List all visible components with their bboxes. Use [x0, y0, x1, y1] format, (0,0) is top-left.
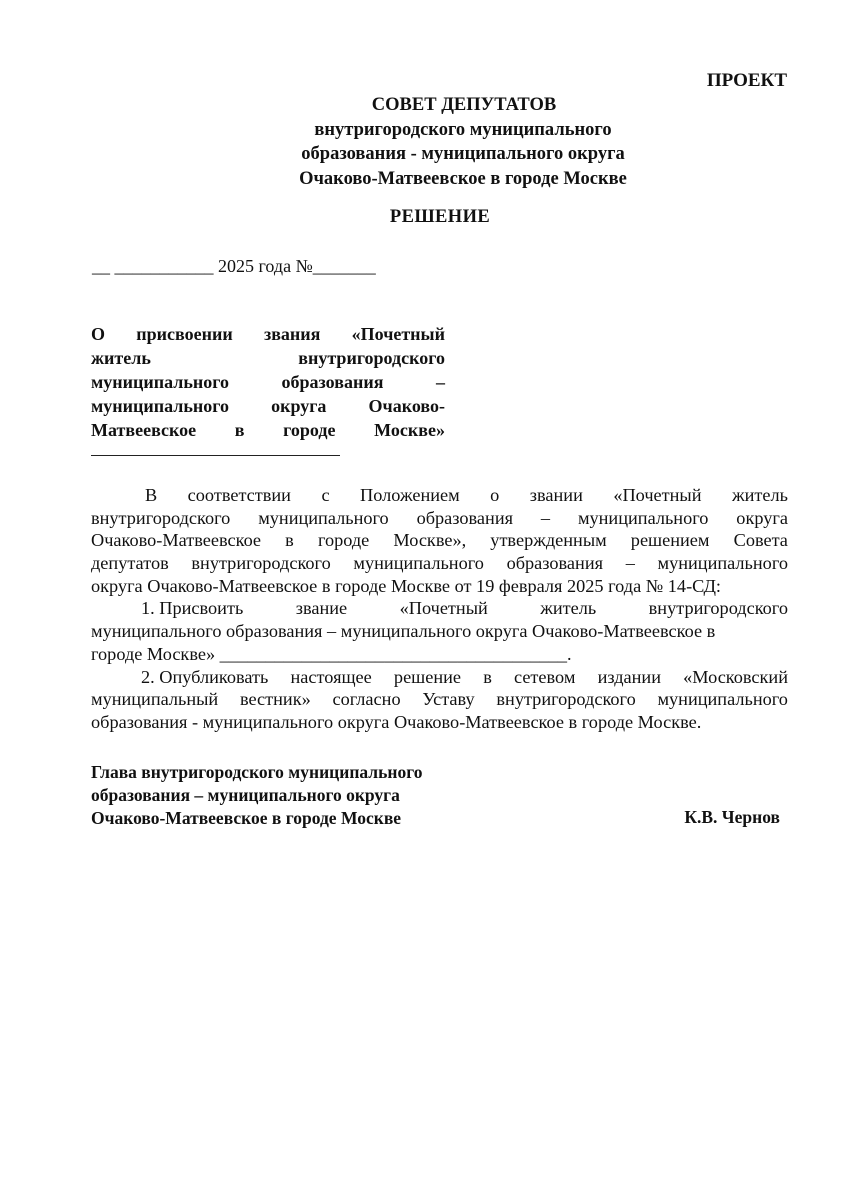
preamble-line-2	[91, 507, 788, 530]
body-word: образования	[416, 507, 514, 528]
body-word: в	[285, 530, 294, 551]
signature-title-line-3: Очаково-Матвеевское в городе Москве	[91, 808, 402, 828]
body-text-line: городе Москве» ______________________________________.	[91, 643, 572, 664]
body-word: соответствии	[187, 485, 291, 505]
body-word: внутригородского	[191, 553, 331, 574]
date-number-line: __ ___________ 2025 года №_______	[92, 256, 376, 276]
body-word: образования	[506, 553, 604, 574]
body-word: внутригородского	[496, 689, 636, 710]
body-word: издании	[597, 666, 662, 687]
item-1-line-3	[91, 643, 788, 666]
body-word: 2. Опубликовать	[141, 666, 269, 687]
item-2-line-1	[91, 666, 788, 689]
body-text-line: муниципального образования – муниципального округа Очаково-Матвеевское в	[91, 621, 716, 642]
subject-word: звания	[263, 324, 321, 344]
body-word: о	[490, 485, 500, 505]
subject-line-2	[91, 346, 445, 370]
body-word: –	[625, 553, 635, 574]
draft-label: ПРОЕКТ	[706, 70, 787, 91]
council-line-2: внутригородского муниципального	[314, 119, 612, 140]
body-word: муниципальный	[91, 689, 219, 710]
subject-word: Очаково-	[368, 396, 445, 416]
subject-word: городе	[283, 420, 336, 440]
body-word: В	[145, 485, 158, 505]
body-text-line: округа Очаково-Матвеевское в городе Москве от 19 февраля 2025 года № 14-СД:	[91, 575, 721, 596]
subject-word: внутригородского	[298, 348, 445, 368]
body-word: звание	[295, 598, 348, 619]
body-word: житель	[540, 598, 597, 619]
item-2-line-3	[91, 711, 788, 734]
item-1-line-1	[91, 597, 788, 620]
body-word: округа	[736, 507, 788, 528]
item-1-line-2	[91, 620, 788, 643]
signature-title-line-1: Глава внутригородского муниципального	[91, 762, 423, 782]
body-word: звании	[529, 485, 583, 505]
subject-word: –	[436, 372, 445, 392]
signature-title-line-2: образования – муниципального округа	[91, 785, 400, 805]
body-word: городе	[317, 530, 370, 551]
body-word: сетевом	[513, 666, 576, 687]
council-header	[0, 93, 848, 191]
subject-word: Матвеевское	[91, 420, 197, 440]
preamble-line-5	[91, 575, 788, 598]
subject-line-3	[91, 370, 445, 394]
body-word: депутатов	[91, 553, 169, 574]
subject-word: муниципального	[91, 396, 229, 416]
body-word: «Московский	[683, 666, 788, 687]
body-word: –	[540, 507, 551, 528]
preamble-line-1	[91, 484, 788, 507]
decision-title: РЕШЕНИЕ	[389, 207, 491, 227]
body-word: Положением	[360, 485, 460, 505]
subject-line-5	[91, 418, 445, 442]
subject-word: в	[234, 420, 245, 440]
preamble-line-3	[91, 529, 788, 552]
subject-word: округа	[271, 396, 327, 416]
decision-body	[91, 484, 788, 734]
body-word: настоящее	[290, 666, 372, 687]
subject-word: образования	[281, 372, 384, 392]
body-word: житель	[731, 485, 788, 505]
body-word: муниципального	[657, 689, 788, 710]
preamble-line-4	[91, 552, 788, 575]
body-word: «Почетный	[613, 485, 702, 505]
body-word: Совета	[733, 530, 788, 551]
body-word: Уставу	[422, 689, 475, 710]
body-word: «Почетный	[399, 598, 488, 619]
body-word: внутригородского	[91, 507, 231, 528]
council-line-3: образования - муниципального округа	[301, 144, 625, 165]
body-word: решение	[393, 666, 462, 687]
body-word: 1. Присвоить	[141, 598, 244, 619]
subject-word: «Почетный	[351, 324, 445, 344]
body-word: утвержденным	[490, 530, 607, 551]
body-word: Очаково-Матвеевское	[91, 530, 262, 551]
body-word: муниципального	[258, 507, 389, 528]
decision-subject	[91, 322, 445, 442]
body-word: муниципального	[657, 553, 788, 574]
subject-word: О	[91, 324, 106, 344]
subject-word: присвоении	[136, 324, 233, 344]
subject-word: Москве»	[374, 420, 445, 440]
council-name: СОВЕТ ДЕПУТАТОВ	[371, 95, 557, 115]
subject-line-4	[91, 394, 445, 418]
body-word: внутригородского	[648, 598, 788, 619]
body-word: Москве»,	[393, 530, 467, 551]
subject-underline	[91, 455, 340, 456]
subject-word: житель	[91, 348, 151, 368]
subject-word: муниципального	[91, 372, 229, 392]
body-word: муниципального	[353, 553, 484, 574]
body-word: в	[483, 666, 492, 687]
item-2-line-2	[91, 688, 788, 711]
subject-line-1	[91, 322, 445, 346]
body-word: вестник»	[239, 689, 311, 710]
council-line-4: Очаково-Матвеевское в городе Москве	[299, 168, 627, 189]
signer-name: К.В. Чернов	[684, 807, 780, 827]
body-word: с	[321, 485, 330, 505]
body-word: муниципального	[577, 507, 709, 528]
body-word: согласно	[332, 689, 401, 710]
body-text-line: образования - муниципального округа Очаково-Матвеевское в городе Москве.	[91, 711, 702, 732]
body-word: решением	[630, 530, 710, 551]
